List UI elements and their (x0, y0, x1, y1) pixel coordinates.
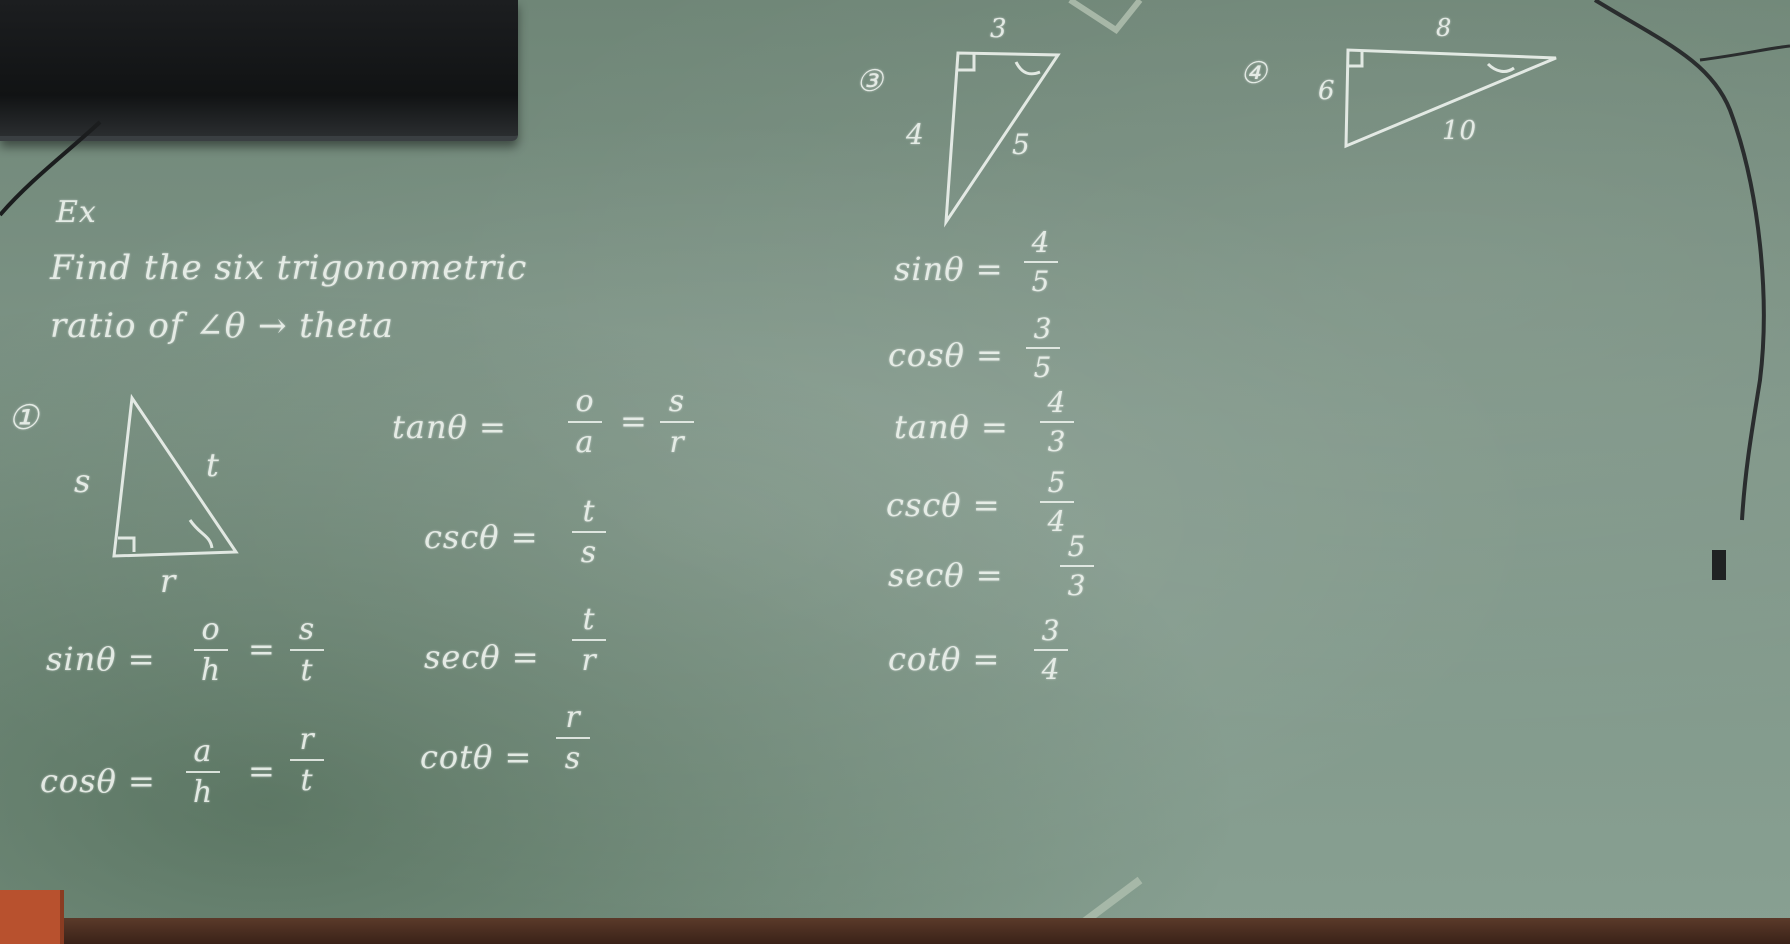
triangle-problem-3 (946, 53, 1058, 222)
instructions-line-2: ratio of ∠θ → theta (50, 306, 394, 346)
p1-cos-gen-den: h (192, 775, 214, 810)
chalk-ledge (0, 918, 1790, 944)
problem-3-side-hypotenuse: 5 (1012, 128, 1031, 161)
p3-sec-den: 3 (1067, 569, 1087, 602)
p1-tan-general-fraction (568, 384, 602, 460)
p1-sec-den: r (581, 643, 597, 678)
p1-csc-den: s (580, 535, 598, 570)
p1-cos-fraction (290, 722, 324, 798)
p1-cos-num: r (299, 722, 315, 757)
p3-cot-fraction (1034, 614, 1068, 686)
p1-sin-den: t (300, 653, 314, 688)
problem-1-side-r: r (160, 562, 177, 600)
p3-sec-fraction (1060, 530, 1094, 602)
cable-plug (1712, 550, 1726, 580)
problem-1-side-t: t (206, 446, 220, 484)
p1-tan-den: r (669, 425, 685, 460)
p3-tan-fraction (1040, 386, 1074, 458)
problem-1-number: ① (8, 398, 40, 438)
p1-sin-fraction (290, 612, 324, 688)
problem-1-side-s: s (74, 462, 92, 500)
p1-cos-den: t (300, 763, 314, 798)
example-heading: Ex (56, 195, 97, 230)
p3-cot-den: 4 (1041, 653, 1061, 686)
p3-csc-den: 4 (1047, 505, 1067, 538)
tv-monitor (0, 0, 518, 141)
p1-tan-gen-num: o (575, 384, 595, 419)
chalk-scrap-top (1070, 0, 1140, 30)
p1-cos-general-fraction (186, 734, 220, 810)
p3-tan-num: 4 (1047, 386, 1067, 419)
p3-sin-fraction (1024, 226, 1058, 298)
p1-sin-num: s (298, 612, 316, 647)
eraser-block (0, 890, 64, 944)
p3-sec-num: 5 (1067, 530, 1087, 563)
p3-tan-den: 3 (1047, 425, 1067, 458)
p1-tan-gen-den: a (575, 425, 595, 460)
problem-4-side-hypotenuse: 10 (1442, 116, 1478, 146)
p3-cos-num: 3 (1033, 312, 1053, 345)
instructions-line-1: Find the six trigonometric (50, 248, 528, 288)
cable-right (1595, 0, 1764, 520)
p3-sin-label: sinθ = (894, 250, 1004, 288)
p1-sin-general-fraction (194, 612, 228, 688)
problem-3-side-left: 4 (906, 118, 925, 151)
p1-tan-label: tanθ = (392, 408, 507, 446)
p3-cos-den: 5 (1033, 351, 1053, 384)
p3-tan-label: tanθ = (894, 408, 1009, 446)
p1-sec-fraction (572, 602, 606, 678)
problem-3-number: ③ (856, 64, 884, 99)
p1-sec-num: t (582, 602, 596, 637)
p3-csc-num: 5 (1047, 466, 1067, 499)
p1-cos-label: cosθ = (40, 762, 156, 800)
p3-cos-label: cosθ = (888, 336, 1004, 374)
problem-4-side-left: 6 (1318, 76, 1336, 106)
p1-cot-den: s (564, 741, 582, 776)
p3-csc-fraction (1040, 466, 1074, 538)
p3-sec-label: secθ = (888, 556, 1004, 594)
p1-csc-label: cscθ = (424, 518, 539, 556)
p1-tan-fraction (660, 384, 694, 460)
p1-cot-num: r (565, 700, 581, 735)
cable-right-branch (1700, 46, 1790, 60)
p1-cos-gen-num: a (193, 734, 213, 769)
p1-sec-label: secθ = (424, 638, 540, 676)
p3-csc-label: cscθ = (886, 486, 1001, 524)
problem-3-side-top: 3 (990, 14, 1008, 44)
p3-sin-den: 5 (1031, 265, 1051, 298)
p1-cot-label: cotθ = (420, 738, 533, 776)
p3-cos-fraction (1026, 312, 1060, 384)
p1-sin-gen-den: h (200, 653, 222, 688)
p3-sin-num: 4 (1031, 226, 1051, 259)
chalkboard: Ex Find the six trigonometric ratio of ∠θ → theta ① s t r sinθ = o h = s t cosθ = a h = r t tanθ = o a = s r cscθ = t s secθ = t r cotθ = r s ③ 3 4 5 sinθ = 4 5 cosθ = 3 5 tanθ = 4 3 cscθ = 5 4 secθ = 5 3 cotθ = 3 4 ④ 6 8 10 (0, 0, 1790, 944)
p1-sin-gen-num: o (201, 612, 221, 647)
p1-csc-fraction (572, 494, 606, 570)
problem-4-side-top: 8 (1436, 14, 1453, 42)
problem-4-number: ④ (1240, 56, 1268, 91)
p3-cot-label: cotθ = (888, 640, 1001, 678)
p1-tan-num: s (668, 384, 686, 419)
p3-cot-num: 3 (1041, 614, 1061, 647)
p1-csc-num: t (582, 494, 596, 529)
p1-sin-label: sinθ = (46, 640, 156, 678)
p1-cot-fraction (556, 700, 590, 776)
